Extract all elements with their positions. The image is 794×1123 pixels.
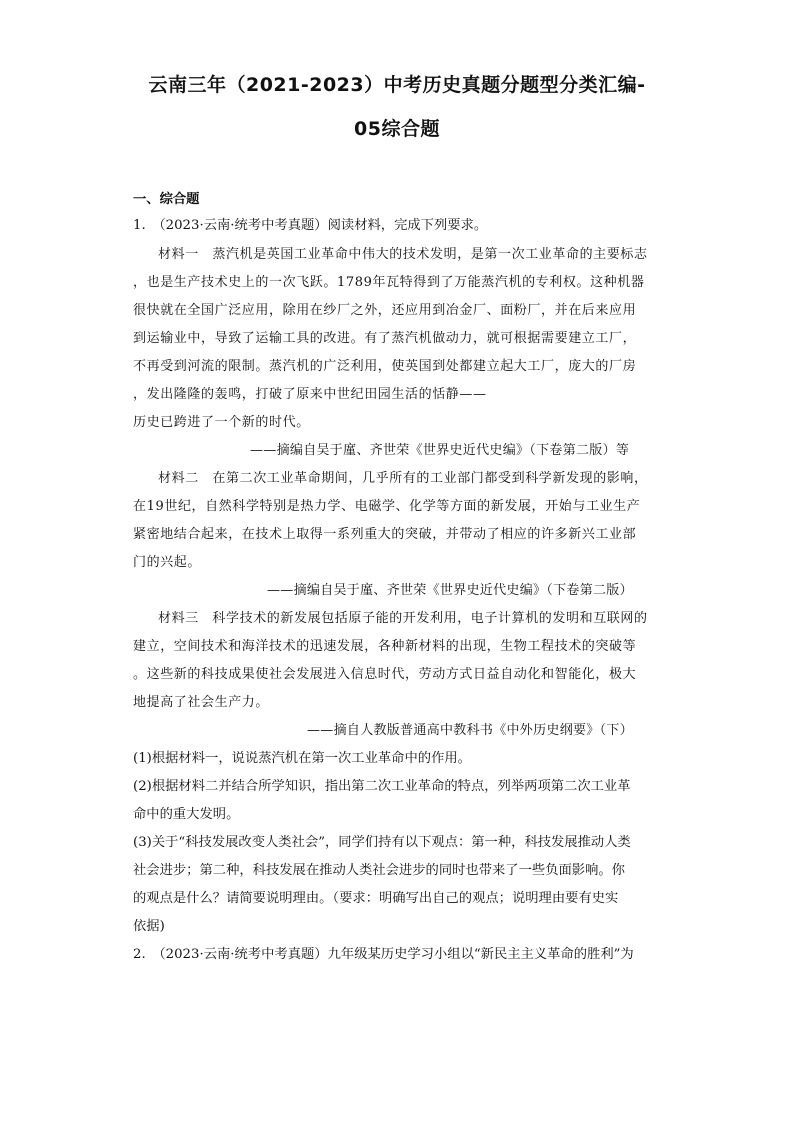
sub-question-2-line: 命中的重大发明。 <box>133 807 240 822</box>
material-3-source: ——摘自人教版普通高中教科书《中外历史纲要》（下） <box>307 723 634 738</box>
material-1-line: 到运输业中，导致了运输工具的改进。有了蒸汽机做动力，就可根据需要建立工厂， <box>133 331 637 346</box>
material-3-line: 材料三 科学技术的新发展包括原子能的开发利用，电子计算机的发明和互联网的 <box>158 611 648 626</box>
material-3-line: 建立，空间技术和海洋技术的迅速发展，各种新材料的出现，生物工程技术的突破等 <box>133 639 637 654</box>
sub-question-3-line: (3)关于“科技发展改变人类社会”，同学们持有以下观点：第一种，科技发展推动人类 <box>133 835 631 850</box>
sub-question-3-line: 依据) <box>133 919 165 934</box>
material-2-line: 材料二 在第二次工业革命期间，几乎所有的工业部门都受到科学新发现的影响， <box>158 471 648 486</box>
material-3-line: 。这些新的科技成果使社会发展进入信息时代，劳动方式日益自动化和智能化，极大 <box>133 667 637 682</box>
material-2-source: ——摘编自吴于廑、齐世荣《世界史近代史编》（下卷第二版） <box>267 583 633 598</box>
sub-question-1: (1)根据材料一，说说蒸汽机在第一次工业革命中的作用。 <box>133 751 471 766</box>
question-1-header: 1. （2023·云南·统考中考真题）阅读材料，完成下列要求。 <box>133 218 488 233</box>
material-1-line: ，也是生产技术史上的一次飞跃。1789年瓦特得到了万能蒸汽机的专利权。这种机器 <box>133 275 645 290</box>
material-2-line: 紧密地结合起来，在技术上取得一系列重大的突破，并带动了相应的许多新兴工业部 <box>133 527 637 542</box>
material-1-line: 很快就在全国广泛应用，除用在纱厂之外，还应用到冶金厂、面粉厂，并在后来应用 <box>133 303 637 318</box>
material-1-source: ——摘编自吴于廑、齐世荣《世界史近代史编》（下卷第二版）等 <box>250 443 630 458</box>
material-1-line: 历史已跨进了一个新的时代。 <box>133 415 310 430</box>
page-title-line-1: 云南三年（2021-2023）中考历史真题分题型分类汇编- <box>148 74 646 96</box>
sub-question-2-line: (2)根据材料二并结合所学知识，指出第二次工业革命的特点，列举两项第二次工业革 <box>133 779 631 794</box>
question-2-header: 2. （2023·云南·统考中考真题）九年级某历史学习小组以“新民主主义革命的胜利”为 <box>133 947 634 962</box>
page-title-line-2: 05综合题 <box>354 118 440 140</box>
material-2-line: 门的兴起。 <box>133 555 202 570</box>
material-3-line: 地提高了社会生产力。 <box>133 695 270 710</box>
section-heading: 一、综合题 <box>133 192 200 207</box>
material-2-line: 在19世纪，自然科学特别是热力学、电磁学、化学等方面的新发展，开始与工业生产 <box>133 499 641 514</box>
material-1-line: 材料一 蒸汽机是英国工业革命中伟大的技术发明，是第一次工业革命的主要标志 <box>158 247 648 262</box>
sub-question-3-line: 的观点是什么？请简要说明理由。（要求：明确写出自己的观点；说明理由要有史实 <box>133 891 619 906</box>
material-1-line: ，发出隆隆的轰鸣，打破了原来中世纪田园生活的恬静—— <box>133 387 487 402</box>
sub-question-3-line: 社会进步；第二种，科技发展在推动人类社会进步的同时也带来了一些负面影响。你 <box>133 863 625 878</box>
material-1-line: 不再受到河流的限制。蒸汽机的广泛利用，使英国到处都建立起大工厂，庞大的厂房 <box>133 359 637 374</box>
